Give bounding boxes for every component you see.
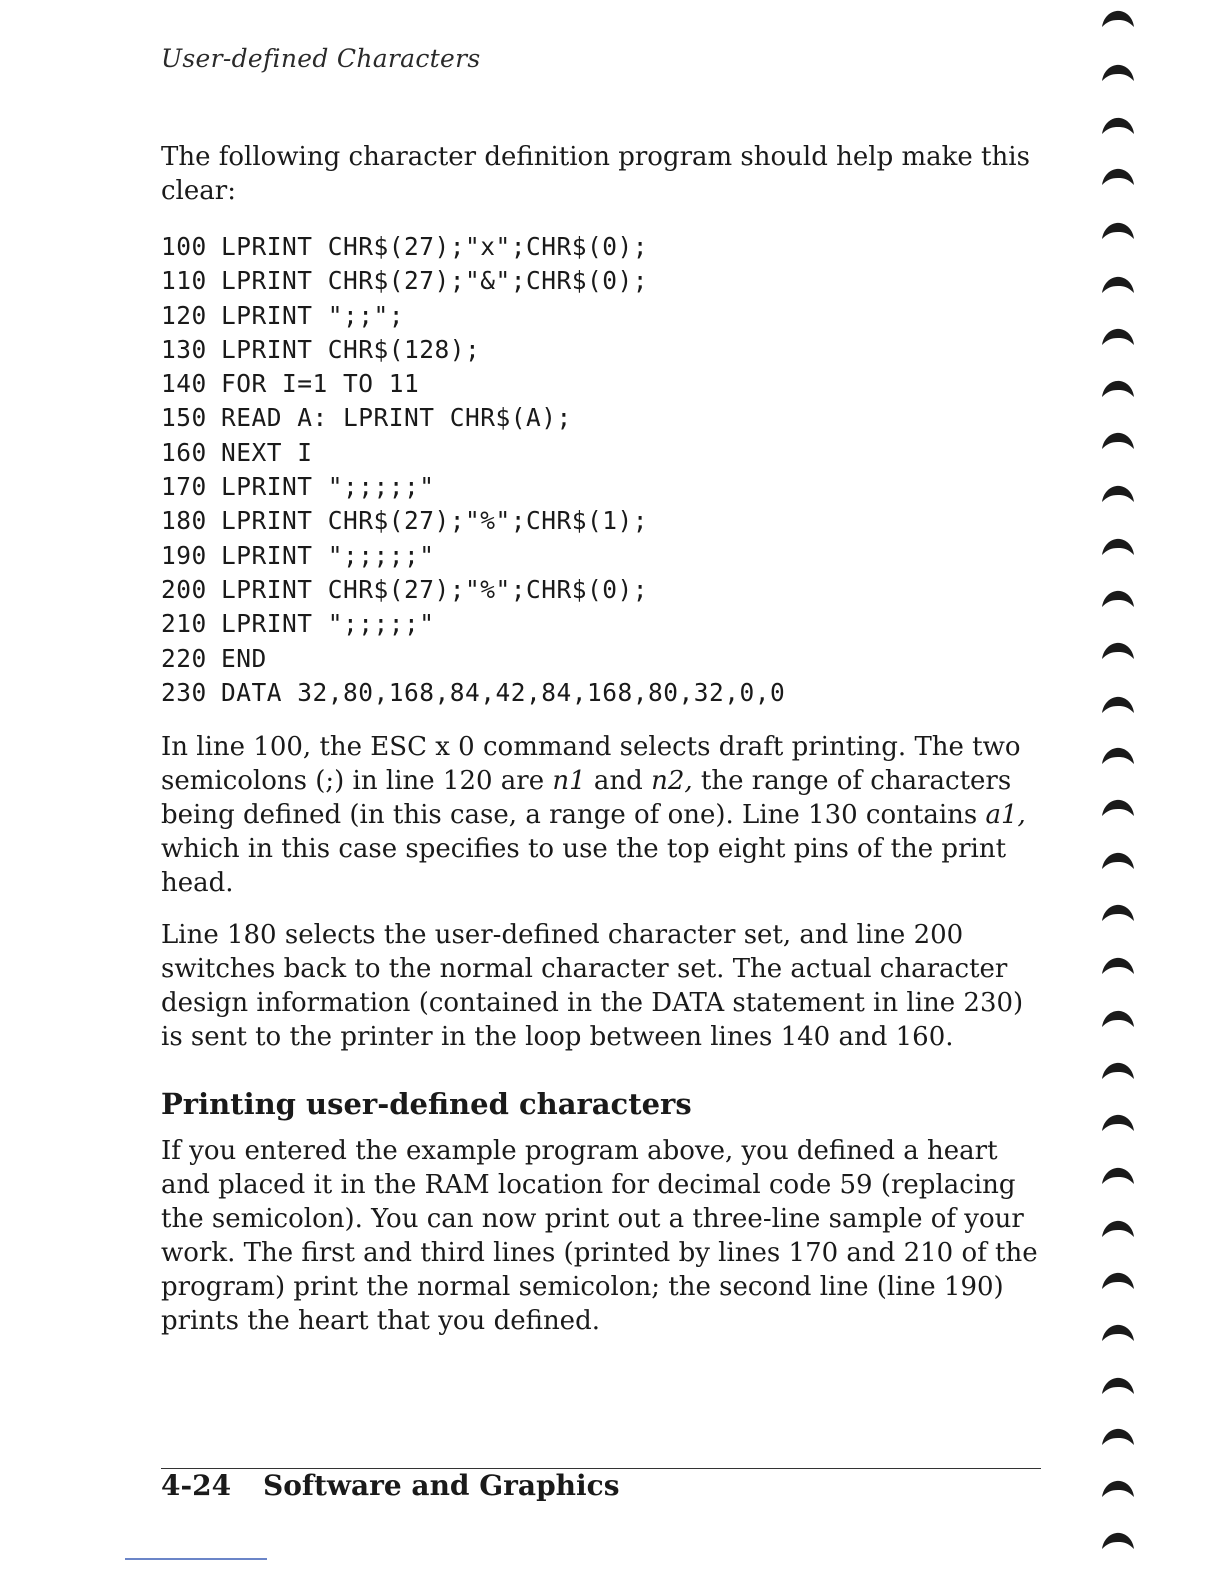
intro-paragraph: The following character definition program should help make this clear: [161,142,1030,206]
code-line-number: 160 [161,437,207,467]
code-line [161,676,1041,710]
var-a1: a1, [985,800,1026,831]
code-line-statement: LPRINT CHR$(27);"x";CHR$(0); [221,232,649,261]
code-line-number: 190 [161,540,207,570]
code-line-number: 150 [161,403,207,433]
scan-mark [125,1558,267,1560]
code-line [161,333,1041,367]
running-head: User-defined Characters [161,44,481,73]
binding-tab-icon [1100,1322,1136,1342]
code-line [161,504,1041,538]
code-line-statement: LPRINT ";;;;;" [221,472,435,502]
binding-tab-icon [1100,1218,1136,1238]
binding-tab-icon [1100,1270,1136,1290]
code-line-number: 110 [161,266,207,296]
binding-tab-icon [1100,1165,1136,1185]
para2-text-b: and [585,766,652,797]
code-line-statement: LPRINT CHR$(128); [221,334,481,364]
code-line-statement: LPRINT CHR$(27);"%";CHR$(1); [221,506,649,536]
binding-tab-icon [1100,430,1136,450]
code-line-number: 230 [161,677,207,707]
code-listing [161,230,1041,710]
binding-tab-icon [1100,166,1136,186]
binding-tab-icon [1100,483,1136,503]
code-line-number: 130 [161,334,207,364]
binding-tab-icon [1100,797,1136,817]
para2-text-d: which in this case specifies to use the top eight pins of the print head. [161,834,1007,899]
binding-tab-icon [1100,902,1136,922]
code-line [161,642,1041,676]
binding-tab-icon [1100,850,1136,870]
binding-tab-icon [1100,536,1136,556]
binding-tab-icon [1100,1375,1136,1395]
code-line [161,264,1041,298]
binding-tab-icon [1100,326,1136,346]
binding-tab-icon [1100,955,1136,975]
code-line-number: 180 [161,506,207,536]
para2-text-c: the range of characters being defined (in this case, a range of one). Line 130 contains [161,766,1012,831]
code-line [161,573,1041,607]
binding-tab-icon [1100,8,1136,28]
binding-tab-icon [1100,220,1136,240]
binding-tab-icon [1100,1112,1136,1132]
code-line-number: 220 [161,643,207,673]
code-line-statement: END [221,643,267,673]
code-line [161,401,1041,435]
binding-tab-icon [1100,115,1136,135]
binding-tab-icon [1100,588,1136,608]
binding-tab-icon [1100,694,1136,714]
binding-tab-icon [1100,640,1136,660]
page-content [161,140,1041,1338]
code-line-statement: LPRINT ";;;;;" [221,609,435,639]
code-line-statement: LPRINT ";;;;;" [221,540,435,570]
code-line-number: 210 [161,609,207,639]
code-line-number: 100 [161,232,207,261]
var-n1: n1 [552,766,586,797]
code-line [161,299,1041,333]
code-line [161,367,1041,401]
code-line-statement: DATA 32,80,168,84,42,84,168,80,32,0,0 [221,677,786,707]
binding-tab-icon [1100,62,1136,82]
code-line [161,436,1041,470]
para2-text-a: In line 100, the ESC x 0 command selects draft printing. The two semicolons (;) in line 120 are [161,732,1021,797]
page-footer [161,1467,619,1505]
code-line [161,470,1041,504]
code-line-statement: LPRINT ";;"; [221,300,405,330]
var-n2: n2, [651,766,693,797]
binding-tab-icon [1100,378,1136,398]
code-line-number: 170 [161,472,207,502]
code-line-statement: NEXT I [221,437,313,467]
code-line [161,230,1041,264]
code-line [161,539,1041,573]
binding-tab-icon [1100,745,1136,765]
code-line-statement: LPRINT CHR$(27);"%";CHR$(0); [221,574,649,604]
binding-tab-icon [1100,1426,1136,1446]
binding-tab-icon [1100,1008,1136,1028]
page-number: 4-24 [161,1469,232,1502]
code-line-statement: LPRINT CHR$(27);"&";CHR$(0); [221,266,649,296]
binding-tab-icon [1100,1060,1136,1080]
explanation-paragraph [161,730,1041,900]
code-line-number: 120 [161,300,207,330]
binding-tabs [1100,0,1160,1584]
code-line-statement: FOR I=1 TO 11 [221,369,420,399]
book-title: Software and Graphics [263,1469,620,1502]
binding-tab-icon [1100,1530,1136,1550]
section-paragraph: If you entered the example program above, you defined a heart and placed it in the RAM location for decimal code 59 (replacing the semicolon). You can now print out a three-line sample of your work. The first and third lines (printed by lines 170 and 210 of the program) print the normal semicolon; the second line (line 190) prints the heart that you defined. [161,1136,1038,1337]
code-line-number: 140 [161,369,207,399]
code-line-statement: READ A: LPRINT CHR$(A); [221,403,572,433]
binding-tab-icon [1100,1478,1136,1498]
section-heading: Printing user-defined characters [161,1087,692,1122]
code-line-number: 200 [161,574,207,604]
binding-tab-icon [1100,274,1136,294]
code-line [161,607,1041,641]
loop-paragraph: Line 180 selects the user-defined character set, and line 200 switches back to the normal character set. The actual character design information (contained in the DATA statement in line 230) is sent to the printer in the loop between lines 140 and 160. [161,920,1024,1053]
